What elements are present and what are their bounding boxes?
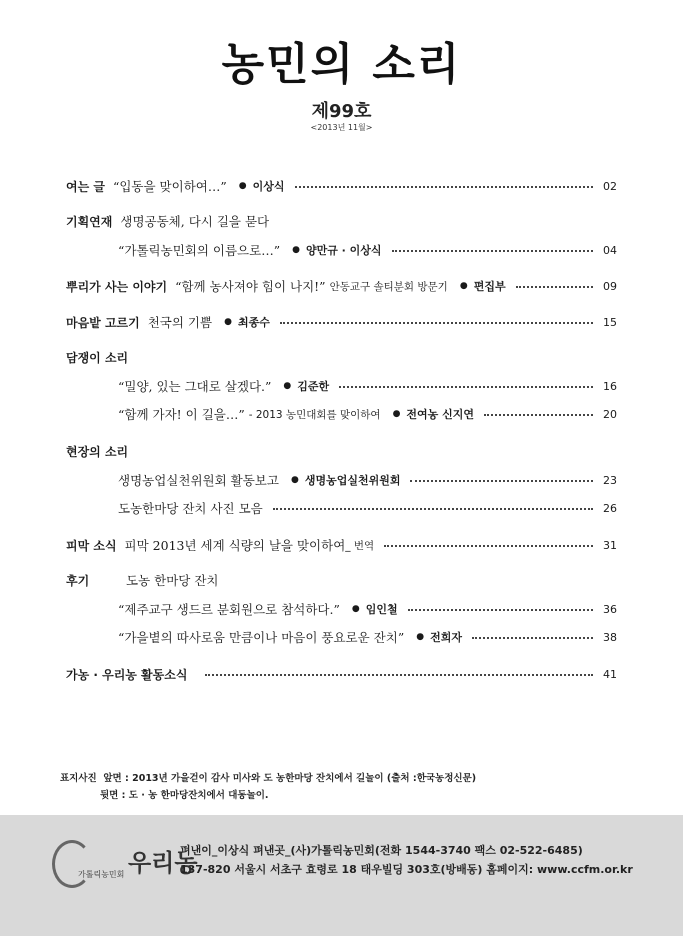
toc-title: “함께 가자! 이 길을…”: [118, 407, 245, 422]
toc-author: 임인철: [365, 603, 398, 616]
toc-page: 09: [603, 279, 617, 293]
logo2-text: 우리농: [128, 848, 198, 877]
dot-leader: [384, 545, 593, 547]
toc-entry[interactable]: [118, 471, 617, 489]
toc-note: - 2013 농민대회를 맞이하여: [248, 408, 381, 421]
toc-section-header: [66, 571, 617, 589]
cover-back-text: 도 · 농 한마당잔치에서 대동놀이.: [128, 790, 269, 801]
dot-leader: [295, 186, 594, 188]
toc-title: 도농한마당 잔치 사진 모음: [118, 501, 263, 516]
toc-heading: 생명공동체, 다시 길을 묻다: [120, 214, 270, 229]
issue-date: <2013년 11월>: [310, 123, 373, 132]
bullet-icon: ●: [392, 409, 401, 419]
publisher-footer: [0, 815, 683, 936]
toc-page: 41: [603, 667, 617, 681]
wheat-circle-icon: [52, 840, 92, 888]
catholic-farmers-logo: [52, 840, 124, 888]
toc-author: 편집부: [473, 280, 506, 293]
toc-section-header: [66, 348, 617, 366]
toc-page: 16: [603, 379, 617, 393]
toc-entry[interactable]: [66, 665, 617, 683]
bullet-icon: ●: [283, 381, 292, 391]
dot-leader: [484, 414, 593, 416]
publisher-info: 펴낸이_이상식 펴낸곳_(사)가톨릭농민회(전화 1544-3740 팩스 02-522-6485): [180, 844, 583, 857]
bullet-icon: ●: [292, 245, 300, 255]
toc-title: “입동을 맞이하여…”: [112, 179, 227, 194]
toc-entry[interactable]: [66, 313, 617, 331]
toc-section-header: [66, 442, 617, 460]
toc-page: 02: [603, 179, 617, 193]
bullet-icon: ●: [416, 632, 425, 642]
toc-title: “가을볕의 따사로움 만큼이나 마음이 풍요로운 잔치”: [118, 630, 405, 645]
toc-entry[interactable]: [118, 499, 617, 517]
toc-author: 전희자: [430, 631, 462, 644]
toc-title: “밀양, 있는 그대로 살겠다.”: [118, 379, 272, 394]
toc-section-header: [66, 212, 617, 230]
dot-leader: [339, 386, 593, 388]
toc-author: 이상식: [252, 180, 285, 193]
cover-front-label: 앞면 :: [103, 773, 129, 784]
toc-entry[interactable]: [118, 377, 617, 395]
toc-entry[interactable]: [118, 600, 617, 618]
masthead-title: 농민의 소리: [221, 39, 462, 90]
toc-author: 양만규 · 이상식: [305, 244, 382, 257]
toc-category: 담쟁이 소리: [66, 350, 129, 365]
toc-entry[interactable]: [118, 628, 617, 646]
dot-leader: [472, 637, 593, 639]
toc-page: 36: [603, 602, 617, 616]
toc-title: 천국의 기쁨: [147, 315, 213, 330]
toc-category: 후기: [66, 573, 90, 588]
toc-title: “가톨릭농민회의 이름으로…”: [118, 243, 281, 258]
toc-author: 김준한: [297, 380, 330, 393]
toc-category: 가농 · 우리농 활동소식: [66, 667, 188, 682]
toc-title: 생명농업실천위원회 활동보고: [118, 473, 279, 488]
dot-leader: [410, 480, 593, 482]
toc-page: 31: [603, 538, 617, 552]
dot-leader: [280, 322, 593, 324]
cover-front-text: 2013년 가을걷이 감사 미사와 도 농한마당 잔치에서 길놀이 (출처 :한국농정신문): [132, 773, 477, 784]
bullet-icon: ●: [351, 604, 360, 614]
toc-page: 04: [603, 243, 617, 257]
toc-entry[interactable]: [66, 536, 617, 554]
publisher-address: 137-820 서울시 서초구 효령로 18 태우빌딩 303호(방배동) 홈페이지: www.ccfm.or.kr: [180, 863, 633, 876]
dot-leader: [392, 250, 593, 252]
toc-category: 피막 소식: [66, 538, 117, 553]
toc-page: 23: [603, 473, 617, 487]
toc-suffix: _ 번역: [345, 539, 375, 552]
issue-number: 제99호: [311, 101, 372, 122]
toc-heading: 도농 한마당 잔치: [126, 573, 219, 588]
cover-label: 표지사진: [60, 773, 97, 784]
toc-entry[interactable]: [66, 277, 617, 295]
toc-entry[interactable]: [118, 405, 617, 423]
toc-title: “제주교구 생드르 분회원으로 참석하다.”: [118, 602, 340, 617]
bullet-icon: ●: [459, 281, 468, 291]
dot-leader: [273, 508, 593, 510]
dot-leader: [408, 609, 593, 611]
toc-note: 안동교구 솔티분회 방문기: [329, 280, 448, 293]
toc-title: 피막 2013년 세계 식량의 날을 맞이하여: [124, 538, 346, 553]
cover-caption-back: [100, 787, 269, 801]
bullet-icon: ●: [224, 317, 232, 327]
toc-entry[interactable]: [118, 241, 617, 259]
toc-page: 38: [603, 630, 617, 644]
toc-category: 뿌리가 사는 이야기: [66, 279, 168, 294]
toc-category: 여는 글: [66, 179, 105, 194]
bullet-icon: ●: [238, 181, 247, 191]
toc-title: “함께 농사져야 힘이 나지!”: [175, 279, 326, 294]
dot-leader: [516, 286, 593, 288]
cover-back-label: 뒷면 :: [100, 790, 126, 801]
cover-caption-front: [60, 770, 476, 784]
toc-author: 생명농업실천위원회: [304, 474, 401, 487]
toc-page: 20: [603, 407, 617, 421]
toc-page: 26: [603, 501, 617, 515]
toc-entry[interactable]: [66, 177, 617, 195]
bullet-icon: ●: [290, 475, 299, 485]
toc-category: 기획연재: [66, 214, 113, 229]
toc-page: 15: [603, 315, 617, 329]
toc-author: 전여농 신지연: [406, 408, 475, 421]
toc-category: 마음밭 고르기: [66, 315, 140, 330]
logo1-text: 가톨릭농민회: [78, 869, 125, 879]
toc-category: 현장의 소리: [66, 444, 129, 459]
dot-leader: [205, 674, 593, 676]
toc-author: 최종수: [237, 316, 270, 329]
